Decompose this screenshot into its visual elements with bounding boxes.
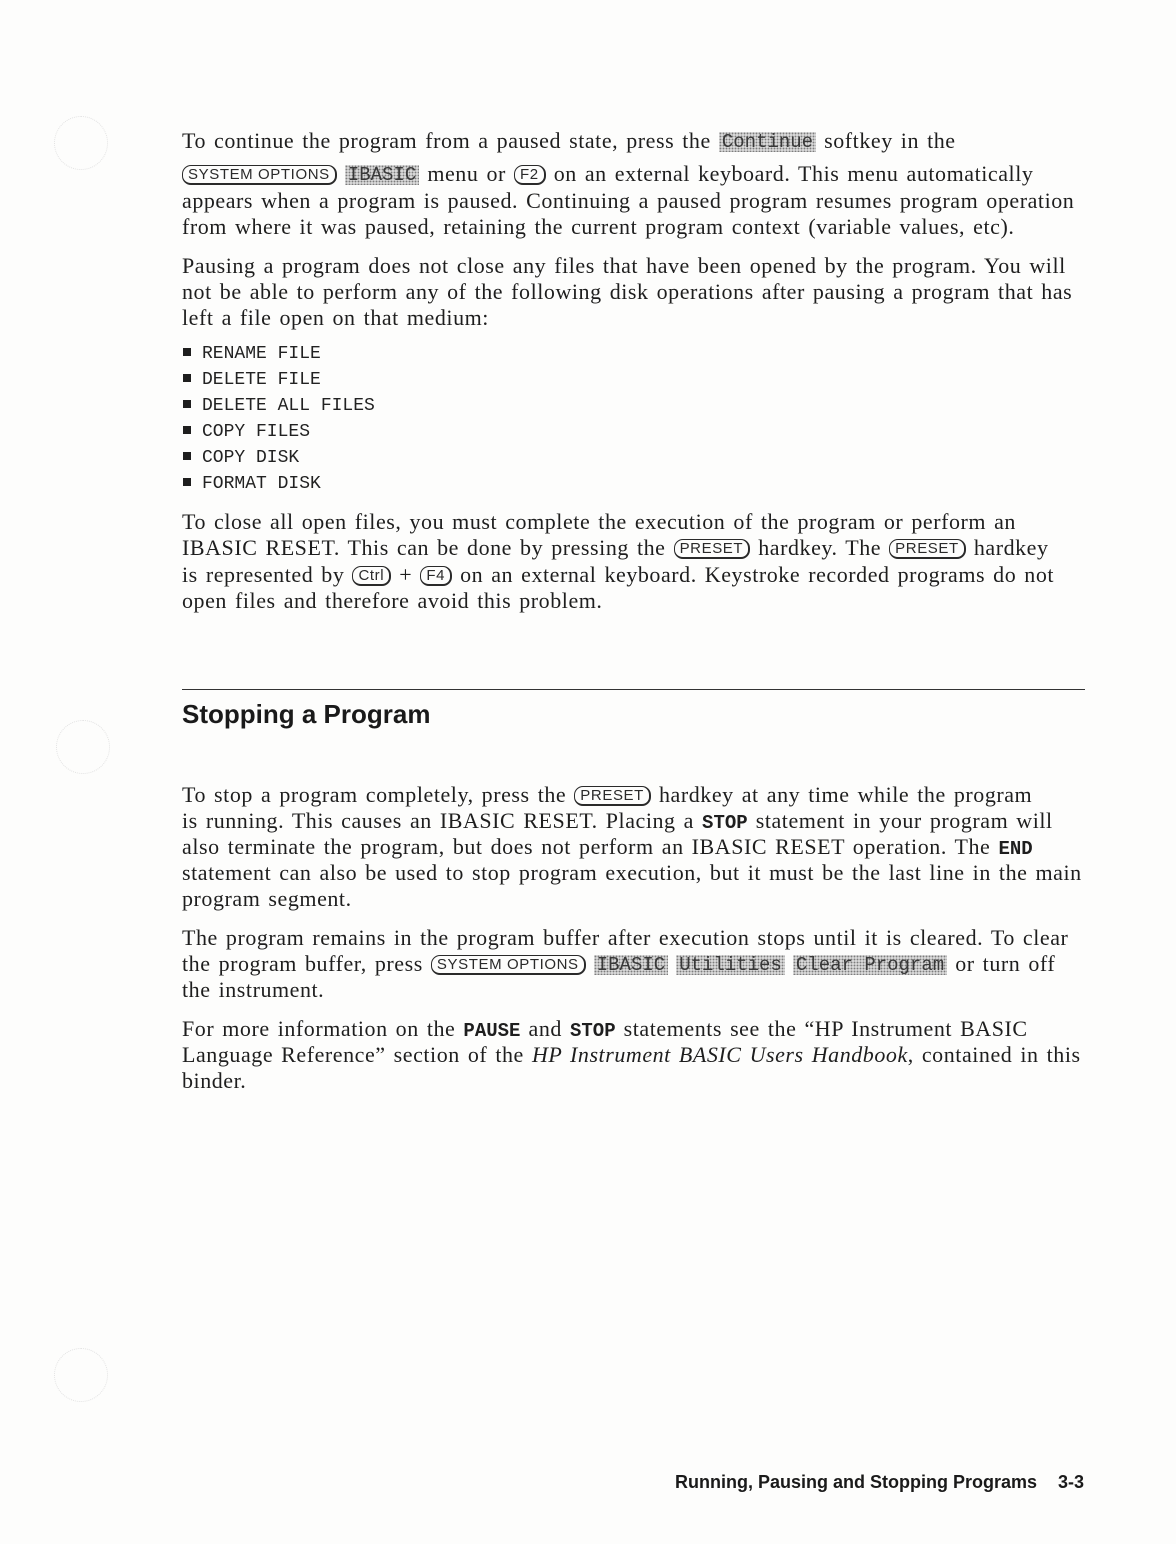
softkey-utilities: Utilities — [676, 955, 785, 975]
bullet-icon — [183, 426, 191, 434]
hardkey-system-options: SYSTEM OPTIONS — [182, 165, 337, 185]
text: To stop a program completely, press the — [182, 782, 567, 807]
bullet-icon — [183, 374, 191, 382]
paragraph-line — [182, 1042, 1081, 1068]
text: on an external keyboard. This menu automatically — [553, 161, 1034, 186]
paragraph-line: the instrument. — [182, 977, 325, 1002]
bullet-icon — [183, 478, 191, 486]
paragraph-line: open files and therefore avoid this problem. — [182, 588, 603, 613]
text: + — [399, 562, 413, 587]
text: softkey in the — [824, 128, 956, 153]
bullet-icon — [183, 452, 191, 460]
text: is represented by — [182, 562, 345, 587]
code-keyword-pause: PAUSE — [463, 1020, 521, 1042]
punch-hole — [54, 1348, 108, 1402]
code-keyword-stop: STOP — [569, 1020, 616, 1042]
hardkey-preset: PRESET — [674, 539, 751, 559]
text: and — [528, 1016, 562, 1041]
text: menu or — [427, 161, 506, 186]
text: or turn off — [955, 951, 1056, 976]
text: Language Reference” section of the — [182, 1042, 524, 1067]
paragraph-line: To close all open files, you must complete the execution of the program or perform an — [182, 509, 1016, 534]
list-item — [183, 341, 321, 367]
hardkey-preset: PRESET — [574, 786, 651, 806]
punch-hole — [56, 720, 110, 774]
hardkey-ctrl: Ctrl — [352, 566, 391, 586]
softkey-continue: Continue — [719, 132, 816, 152]
text: hardkey. The — [758, 535, 882, 560]
paragraph-line: binder. — [182, 1068, 247, 1093]
code-keyword-end: END — [998, 838, 1033, 860]
list-item — [183, 445, 299, 471]
text: hardkey — [973, 535, 1049, 560]
paragraph-line — [182, 834, 1033, 860]
paragraph-line: program segment. — [182, 886, 352, 911]
punch-hole — [54, 116, 108, 170]
list-item-label: DELETE ALL FILES — [202, 396, 375, 416]
paragraph-line: not be able to perform any of the following disk operations after pausing a program that has — [182, 279, 1073, 304]
code-keyword-stop: STOP — [702, 812, 748, 834]
hardkey-f4: F4 — [420, 566, 452, 586]
hardkey-f2: F2 — [514, 165, 546, 185]
text: also terminate the program, but does not perform an IBASIC RESET operation. The — [182, 834, 991, 859]
paragraph-line — [182, 562, 1054, 588]
paragraph-line: from where it was paused, retaining the current program context (variable values, etc). — [182, 214, 1015, 239]
text: IBASIC RESET. This can be done by pressing the — [182, 535, 666, 560]
chapter-title: Running, Pausing and Stopping Programs — [674, 1472, 1037, 1492]
list-item-label: RENAME FILE — [202, 344, 321, 364]
list-item-label: DELETE FILE — [202, 370, 321, 390]
paragraph-line — [182, 951, 1055, 977]
paragraph-line: appears when a program is paused. Continuing a paused program resumes program operation — [182, 188, 1075, 213]
list-item — [183, 393, 375, 419]
hardkey-system-options: SYSTEM OPTIONS — [431, 955, 586, 975]
paragraph-line — [182, 128, 956, 154]
text: the program buffer, press — [182, 951, 423, 976]
softkey-ibasic: IBASIC — [594, 955, 668, 975]
hardkey-preset: PRESET — [889, 539, 966, 559]
paragraph-line: statement can also be used to stop program execution, but it must be the last line in the main — [182, 860, 1082, 885]
page-number: 3-3 — [1057, 1472, 1084, 1492]
paragraph-line — [182, 808, 1053, 834]
section-divider — [182, 689, 1085, 690]
section-heading: Stopping a Program — [182, 699, 431, 729]
paragraph-line: Pausing a program does not close any files that have been opened by the program. You will — [182, 253, 1066, 278]
text: hardkey at any time while the program — [658, 782, 1033, 807]
bullet-icon — [183, 400, 191, 408]
list-item-label: COPY FILES — [202, 422, 311, 442]
list-item — [183, 471, 321, 497]
bullet-icon — [183, 348, 191, 356]
paragraph-line — [182, 161, 1033, 187]
list-item — [183, 367, 321, 393]
book-title: HP Instrument BASIC Users Handbook — [531, 1042, 908, 1067]
list-item-label: COPY DISK — [202, 448, 300, 468]
list-item-label: FORMAT DISK — [202, 474, 321, 494]
paragraph-line: left a file open on that medium: — [182, 305, 489, 330]
paragraph-line — [182, 535, 1049, 561]
text: on an external keyboard. Keystroke recorded programs do not — [460, 562, 1055, 587]
text: For more information on the — [182, 1016, 456, 1041]
text: To continue the program from a paused state, press the — [182, 128, 711, 153]
text: , contained in this — [907, 1042, 1081, 1067]
list-item — [183, 419, 310, 445]
page-footer — [675, 1470, 1084, 1494]
softkey-clear-program: Clear Program — [793, 955, 947, 975]
paragraph-line — [182, 782, 1032, 808]
paragraph-line: The program remains in the program buffer after execution stops until it is cleared. To clear — [182, 925, 1069, 950]
text: statement in your program will — [755, 808, 1053, 833]
softkey-ibasic: IBASIC — [345, 165, 419, 185]
text: is running. This causes an IBASIC RESET. Placing a — [182, 808, 694, 833]
text: statements see the “HP Instrument BASIC — [623, 1016, 1028, 1041]
paragraph-line — [182, 1016, 1028, 1042]
